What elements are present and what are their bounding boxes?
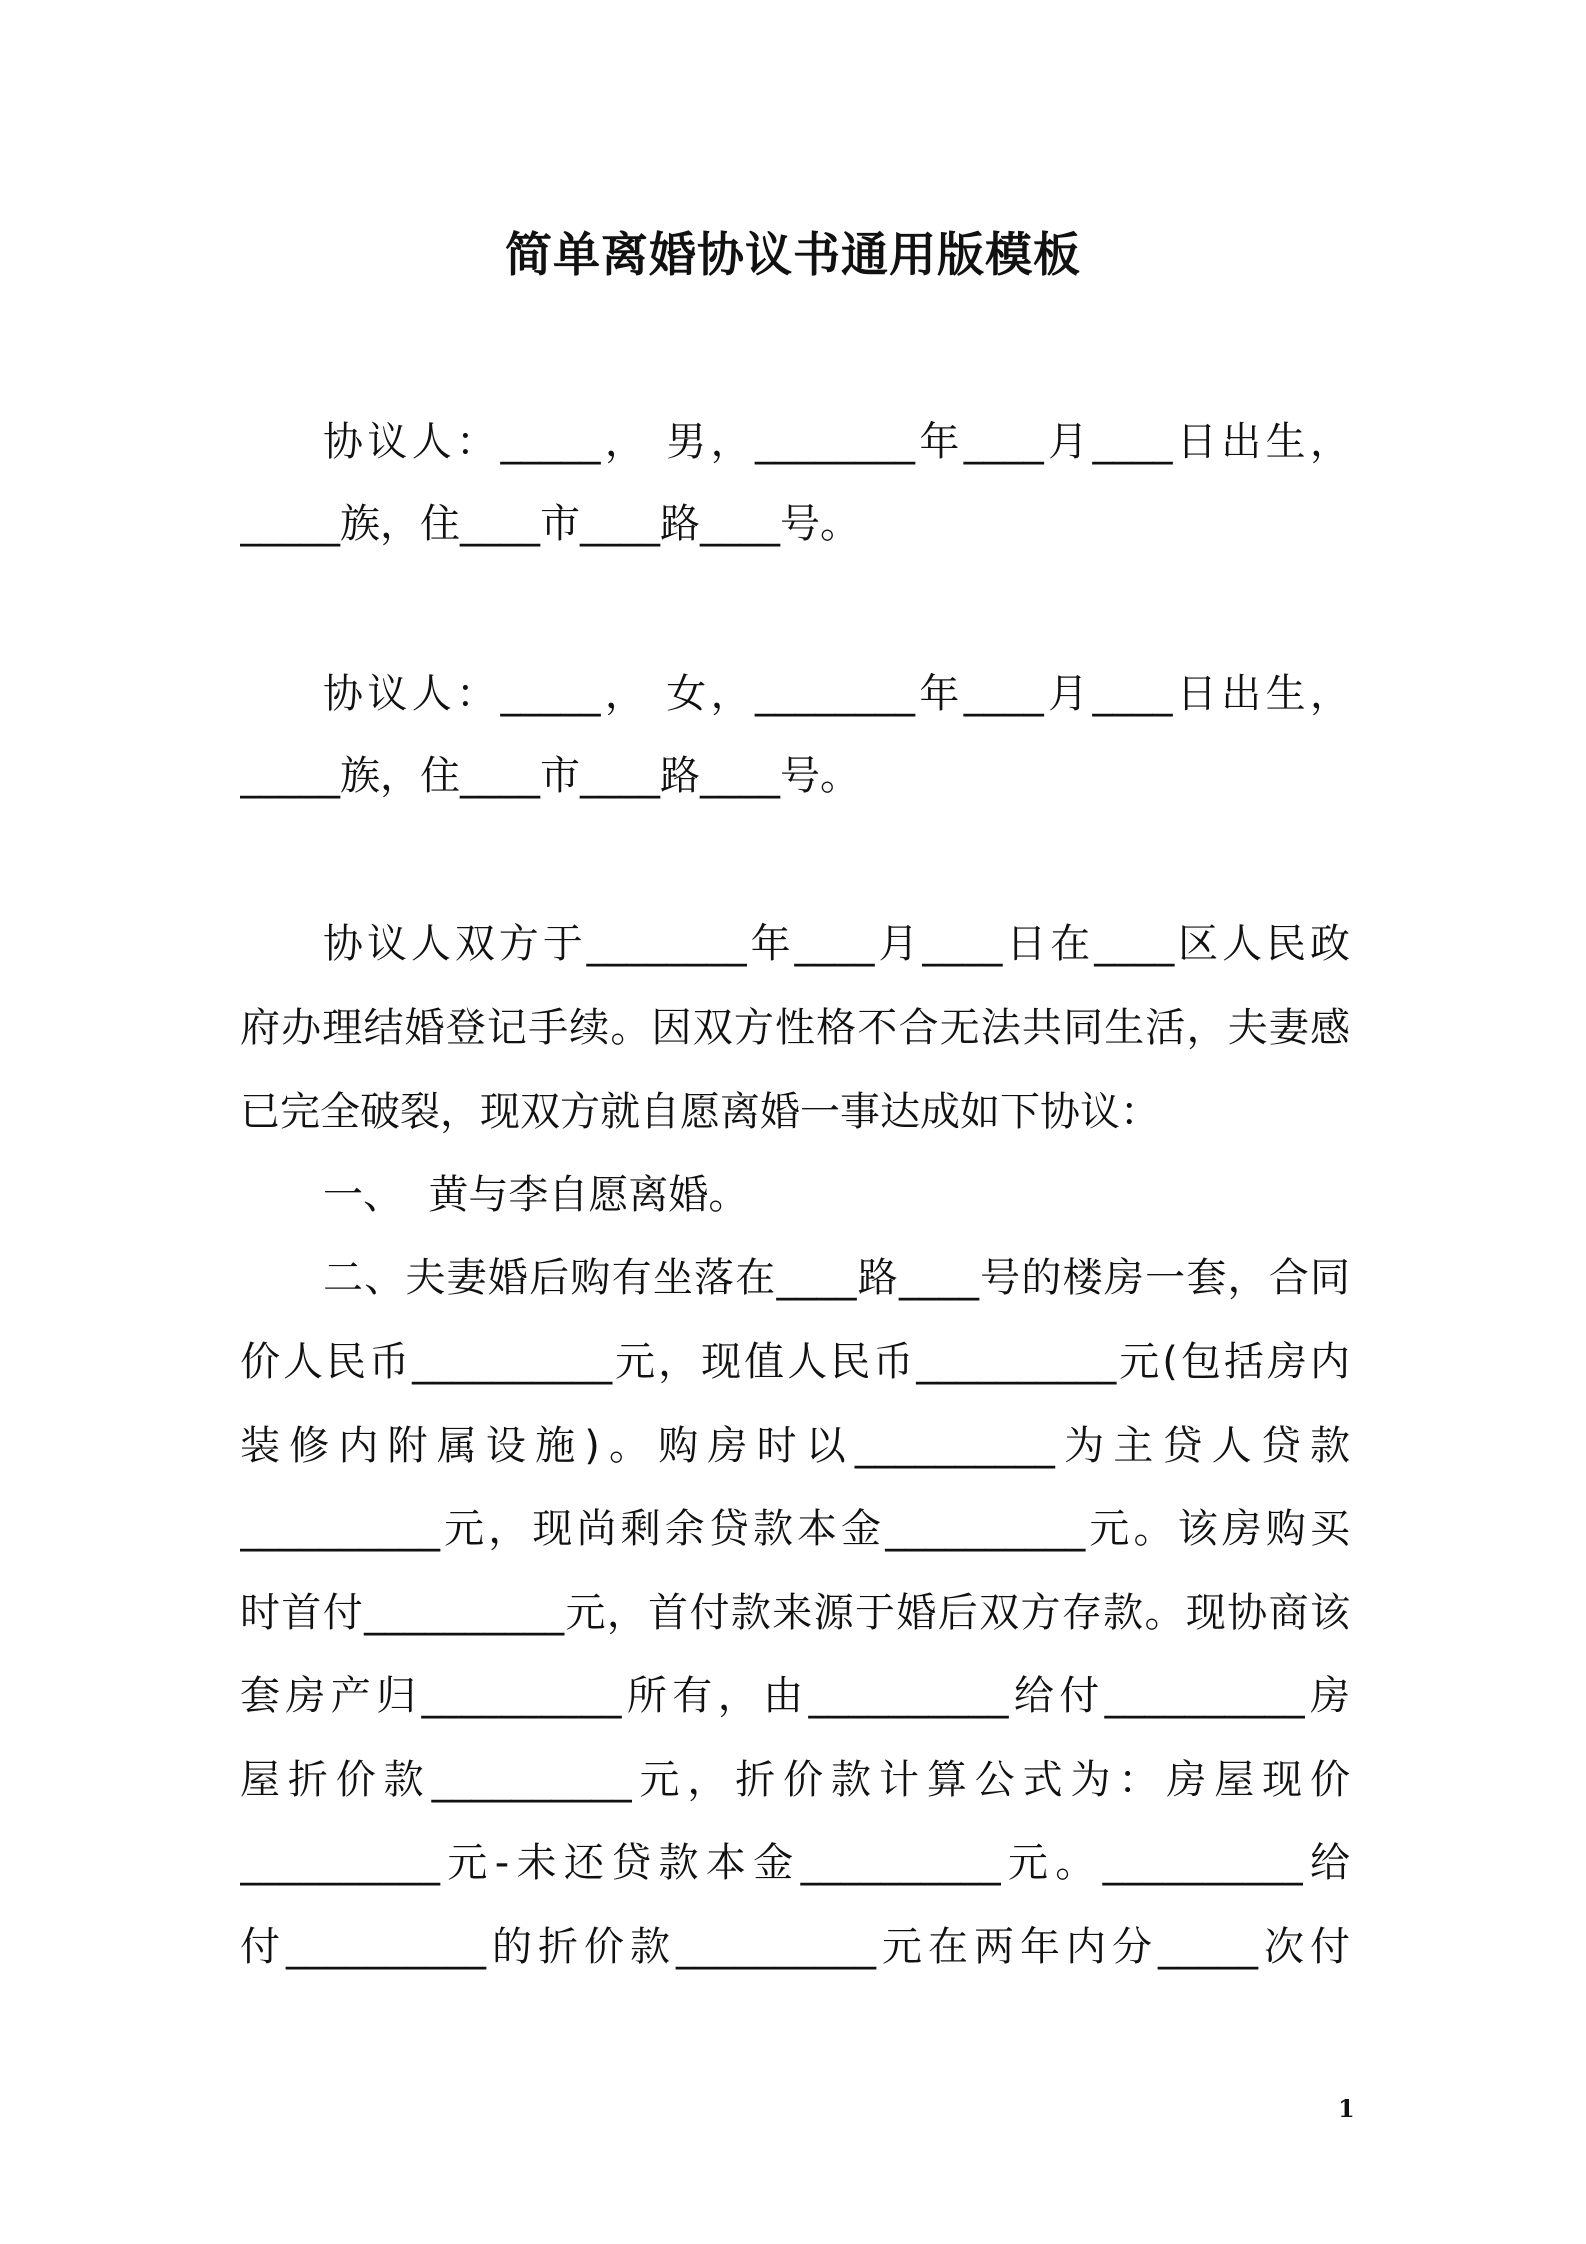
clause-2-line-7: 屋折价款__________元，折价款计算公式为：房屋现价 <box>240 1757 1350 1803</box>
party-male-line-2: _____族，住____市____路____号。 <box>240 501 860 547</box>
clause-2-line-8: __________元-未还贷款本金__________元。__________给 <box>240 1840 1350 1886</box>
document-title: 简单离婚协议书通用版模板 <box>505 228 1081 283</box>
clause-2-line-2: 价人民币__________元，现值人民币__________元(包括房内 <box>240 1339 1350 1385</box>
party-male-line-1: 协议人：_____， 男，________年____月____日出生， <box>323 419 1350 465</box>
party-female-line-1: 协议人：_____， 女，________年____月____日出生， <box>323 671 1350 717</box>
intro-line-2: 府办理结婚登记手续。因双方性格不合无法共同生活，夫妻感 <box>240 1005 1350 1051</box>
clause-2-line-6: 套房产归__________所有，由__________给付__________房 <box>240 1673 1350 1719</box>
page-number: 1 <box>1338 2094 1355 2123</box>
party-female-line-2: _____族，住____市____路____号。 <box>240 753 860 799</box>
clause-1-line-1: 一、 黄与李自愿离婚。 <box>323 1172 749 1218</box>
clause-2-line-5: 时首付__________元，首付款来源于婚后双方存款。现协商该 <box>240 1590 1350 1636</box>
clause-2-line-4: __________元，现尚剩余贷款本金__________元。该房购买 <box>240 1506 1350 1552</box>
clause-2-line-1: 二、夫妻婚后购有坐落在____路____号的楼房一套，合同 <box>323 1255 1350 1301</box>
clause-2-line-9: 付__________的折价款__________元在两年内分_____次付 <box>240 1924 1350 1970</box>
clause-2-line-3: 装修内附属设施)。购房时以__________为主贷人贷款 <box>240 1423 1350 1469</box>
intro-line-1: 协议人双方于________年____月____日在____区人民政 <box>323 921 1350 967</box>
intro-line-3: 已完全破裂，现双方就自愿离婚一事达成如下协议： <box>240 1089 1160 1135</box>
